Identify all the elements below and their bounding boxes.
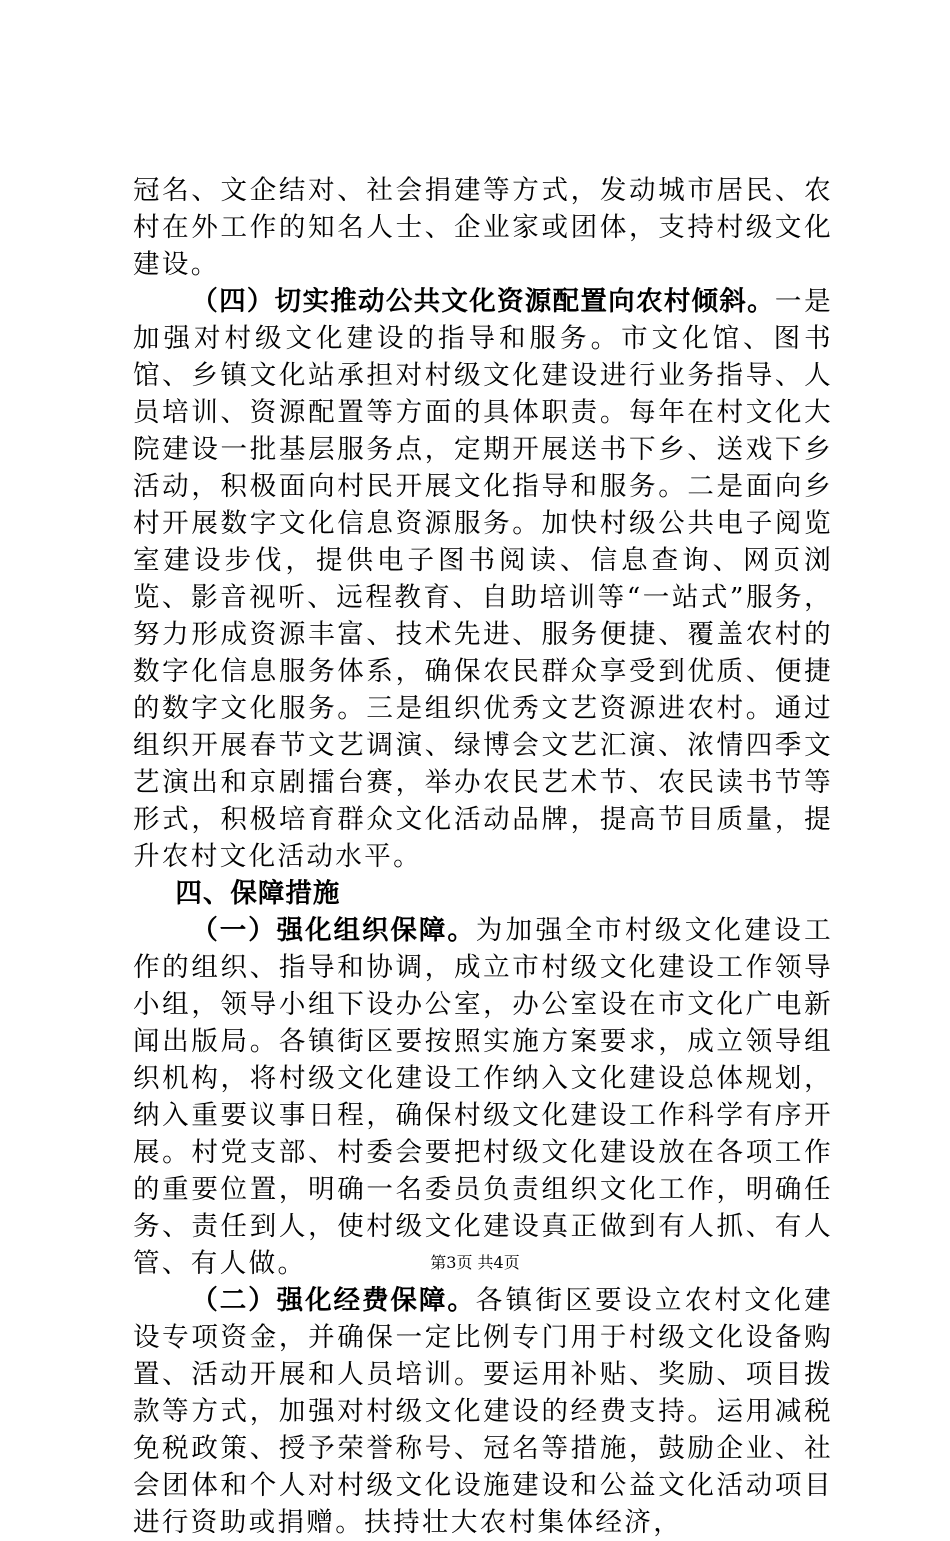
section-heading: 四、保障措施 [175,878,341,909]
paragraph-lead: （四）切实推动公共文化资源配置向农村倾斜。 [191,286,775,317]
paragraph-lead: （一）强化组织保障。 [191,915,476,946]
paragraph-continuation [133,172,833,283]
paragraph-lead: （二）强化经费保障。 [191,1285,476,1316]
document-body [133,172,833,1541]
paragraph-funding-guarantee [133,1282,833,1541]
page-footer: 第3页 共4页 [430,1253,520,1272]
paragraph-text: 为加强全市村级文化建设工作的组织、指导和协调，成立市村级文化建设工作领导小组，领导小组下设办公室，办公室设在市文化广电新闻出版局。各镇街区要按照实施方案要求，成立领导组织机构，将村级文化建设工作纳入文化建设总体规划，纳入重要议事日程，确保村级文化建设工作科学有序开展。村党支部、村委会要把村级文化建设放在各项工作的重要位置，明确一名委员负责组织文化工作，明确任务、责任到人，使村级文化建设真正做到有人抓、有人管、有人做。 [133,915,834,1279]
paragraph-text: 冠名、文企结对、社会捐建等方式，发动城市居民、农村在外工作的知名人士、企业家或团体，支持村级文化建设。 [133,175,833,280]
paragraph-text: 一是加强对村级文化建设的指导和服务。市文化馆、图书馆、乡镇文化站承担对村级文化建设进行业务指导、人员培训、资源配置等方面的具体职责。每年在村文化大院建设一批基层服务点，定期开展送书下乡、送戏下乡活动，积极面向村民开展文化指导和服务。二是面向乡村开展数字文化信息资源服务。加快村级公共电子阅览室建设步伐，提供电子图书阅读、信息查询、网页浏览、影音视听、远程教育、自助培训等“一站式”服务，努力形成资源丰富、技术先进、服务便捷、覆盖农村的数字化信息服务体系，确保农民群众享受到优质、便捷的数字文化服务。三是组织优秀文艺资源进农村。通过组织开展春节文艺调演、绿博会文艺汇演、浓情四季文艺演出和京剧擂台赛，举办农民艺术节、农民读书节等形式，积极培育群众文化活动品牌，提高节目质量，提升农村文化活动水平。 [133,286,833,872]
paragraph-section-4 [133,283,833,875]
paragraph-organization-guarantee [133,912,833,1282]
paragraph-text: 各镇街区要设立农村文化建设专项资金，并确保一定比例专门用于村级文化设备购置、活动开展和人员培训。要运用补贴、奖励、项目拨款等方式，加强对村级文化建设的经费支持。运用减税免税政策、授予荣誉称号、冠名等措施，鼓励企业、社会团体和个人对村级文化设施建设和公益文化活动项目进行资助或捐赠。扶持壮大农村集体经济， [133,1285,834,1538]
